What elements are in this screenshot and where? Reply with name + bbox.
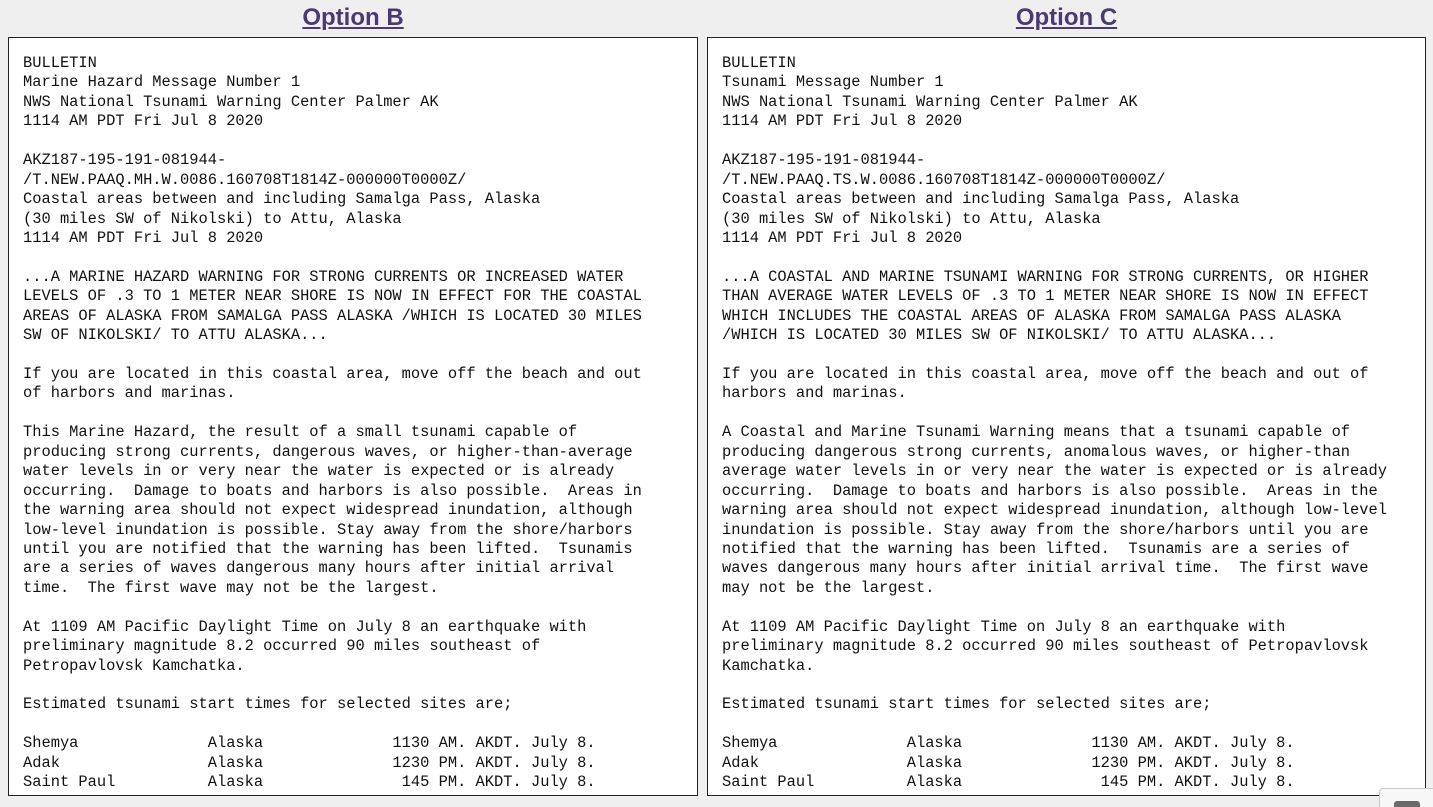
message-line: harbors and marinas. — [722, 384, 907, 403]
message-line: Marine Hazard Message Number 1 — [23, 73, 301, 92]
option-c-column — [707, 0, 1426, 792]
message-line: LEVELS OF .3 TO 1 METER NEAR SHORE IS NOW IN EFFECT FOR THE COASTAL — [23, 287, 642, 306]
message-line: BULLETIN — [722, 54, 796, 72]
message-line: 1114 AM PDT Fri Jul 8 2020 — [722, 112, 963, 131]
option-b-title[interactable]: Option B — [302, 4, 404, 31]
message-line: At 1109 AM Pacific Daylight Time on July 8 an earthquake with — [23, 617, 587, 636]
option-c-title[interactable]: Option C — [1015, 4, 1118, 31]
message-line: low-level inundation is possible. Stay away from the shore/harbors — [23, 520, 633, 539]
message-line: At 1109 AM Pacific Daylight Time on July 8 an earthquake with — [722, 617, 1286, 636]
message-line: occurring. Damage to boats and harbors is also possible. Areas in the — [722, 481, 1378, 500]
message-line: the warning area should not expect widespread inundation, although — [23, 501, 633, 520]
message-line: are a series of waves dangerous many hours after initial arrival — [23, 559, 615, 578]
message-line: Coastal areas between and including Samalga Pass, Alaska — [722, 190, 1240, 209]
message-line — [722, 598, 1425, 617]
message-line: of harbors and marinas. — [23, 384, 236, 403]
message-line: 1114 AM PDT Fri Jul 8 2020 — [23, 112, 264, 131]
message-line: AKZ187-195-191-081944- — [722, 151, 926, 170]
message-line: until you are notified that the warning has been lifted. Tsunamis — [23, 539, 633, 558]
message-line — [722, 132, 1425, 151]
message-line: Estimated tsunami start times for selected sites are; — [23, 695, 513, 714]
message-line: notified that the warning has been lifted. Tsunamis are a series of — [722, 539, 1351, 558]
message-line: occurring. Damage to boats and harbors is also possible. Areas in — [23, 481, 642, 500]
message-line: NWS National Tsunami Warning Center Palmer AK — [722, 92, 1138, 111]
message-line — [722, 404, 1425, 423]
message-line: /T.NEW.PAAQ.MH.W.0086.160708T1814Z-000000T0000Z/ — [23, 170, 467, 189]
message-line — [23, 132, 697, 151]
message-line: A Coastal and Marine Tsunami Warning means that a tsunami capable of — [722, 423, 1351, 442]
message-line: 1114 AM PDT Fri Jul 8 2020 — [23, 228, 264, 247]
message-line: If you are located in this coastal area, move off the beach and out of — [722, 365, 1369, 383]
message-line: inundation is possible. Stay away from the shore/harbors until you are — [722, 520, 1369, 539]
message-line: Shemya Alaska 1130 AM. AKDT. July 8. — [722, 734, 1295, 753]
scroll-handle-icon — [1394, 801, 1420, 807]
message-line: Adak Alaska 1230 PM. AKDT. July 8. — [722, 753, 1295, 772]
message-line: SW OF NIKOLSKI/ TO ATTU ALASKA... — [23, 326, 328, 345]
message-line: 1114 AM PDT Fri Jul 8 2020 — [722, 228, 963, 247]
option-b-column — [8, 0, 698, 792]
message-line: Petropavlovsk Kamchatka. — [23, 656, 245, 675]
message-line: preliminary magnitude 8.2 occurred 90 miles southeast of Petropavlovsk — [722, 637, 1369, 656]
message-line: producing dangerous strong currents, anomalous waves, or higher-than — [722, 442, 1351, 461]
message-line: This Marine Hazard, the result of a small tsunami capable of — [23, 423, 578, 442]
message-line: /T.NEW.PAAQ.TS.W.0086.160708T1814Z-000000T0000Z/ — [722, 170, 1166, 189]
message-line: Tsunami Message Number 1 — [722, 73, 944, 92]
message-line — [23, 248, 697, 267]
option-c-message-text — [708, 38, 1425, 793]
message-line: Coastal areas between and including Samalga Pass, Alaska — [23, 190, 541, 209]
message-line — [722, 346, 1425, 365]
scroll-handle[interactable] — [1379, 788, 1433, 807]
message-line — [23, 404, 697, 423]
message-line: WHICH INCLUDES THE COASTAL AREAS OF ALASKA FROM SAMALGA PASS ALASKA — [722, 306, 1341, 325]
message-line: Estimated tsunami start times for selected sites are; — [722, 695, 1212, 714]
message-line — [23, 676, 697, 695]
message-line: Kamchatka. — [722, 656, 815, 675]
message-line: ...A MARINE HAZARD WARNING FOR STRONG CURRENTS OR INCREASED WATER — [23, 267, 624, 286]
message-line: average water levels in or very near the water is expected or is already — [722, 462, 1387, 481]
message-line: producing strong currents, dangerous waves, or higher-than-average — [23, 442, 633, 461]
message-line — [23, 346, 697, 365]
message-line: water levels in or very near the water is expected or is already — [23, 462, 615, 481]
message-line: ...A COASTAL AND MARINE TSUNAMI WARNING FOR STRONG CURRENTS, OR HIGHER — [722, 267, 1369, 286]
message-line: Shemya Alaska 1130 AM. AKDT. July 8. — [23, 734, 596, 753]
message-line — [23, 715, 697, 734]
message-line: (30 miles SW of Nikolski) to Attu, Alaska — [722, 209, 1101, 228]
message-line — [722, 715, 1425, 734]
message-line: warning area should not expect widespread inundation, although low-level — [722, 501, 1387, 520]
message-line: AKZ187-195-191-081944- — [23, 151, 227, 170]
message-line: time. The first wave may not be the largest. — [23, 578, 439, 597]
message-line: If you are located in this coastal area, move off the beach and out — [23, 365, 642, 383]
message-line: AREAS OF ALASKA FROM SAMALGA PASS ALASKA /WHICH IS LOCATED 30 MILES — [23, 306, 642, 325]
message-line: Saint Paul Alaska 145 PM. AKDT. July 8. — [23, 773, 596, 792]
message-line — [722, 248, 1425, 267]
option-b-message-text — [9, 38, 697, 793]
message-line — [722, 676, 1425, 695]
message-line: preliminary magnitude 8.2 occurred 90 miles southeast of — [23, 637, 541, 656]
message-line — [23, 598, 697, 617]
message-line: (30 miles SW of Nikolski) to Attu, Alaska — [23, 209, 402, 228]
option-c-message-box — [707, 37, 1426, 796]
message-line: Saint Paul Alaska 145 PM. AKDT. July 8. — [722, 773, 1295, 792]
message-line: NWS National Tsunami Warning Center Palmer AK — [23, 92, 439, 111]
message-line: /WHICH IS LOCATED 30 MILES SW OF NIKOLSKI/ TO ATTU ALASKA... — [722, 326, 1277, 345]
message-line: BULLETIN — [23, 54, 97, 72]
message-line: THAN AVERAGE WATER LEVELS OF .3 TO 1 METER NEAR SHORE IS NOW IN EFFECT — [722, 287, 1369, 306]
option-b-message-box — [8, 37, 698, 796]
message-line: waves dangerous many hours after initial arrival time. The first wave — [722, 559, 1369, 578]
message-line: Adak Alaska 1230 PM. AKDT. July 8. — [23, 753, 596, 772]
message-line: may not be the largest. — [722, 578, 935, 597]
